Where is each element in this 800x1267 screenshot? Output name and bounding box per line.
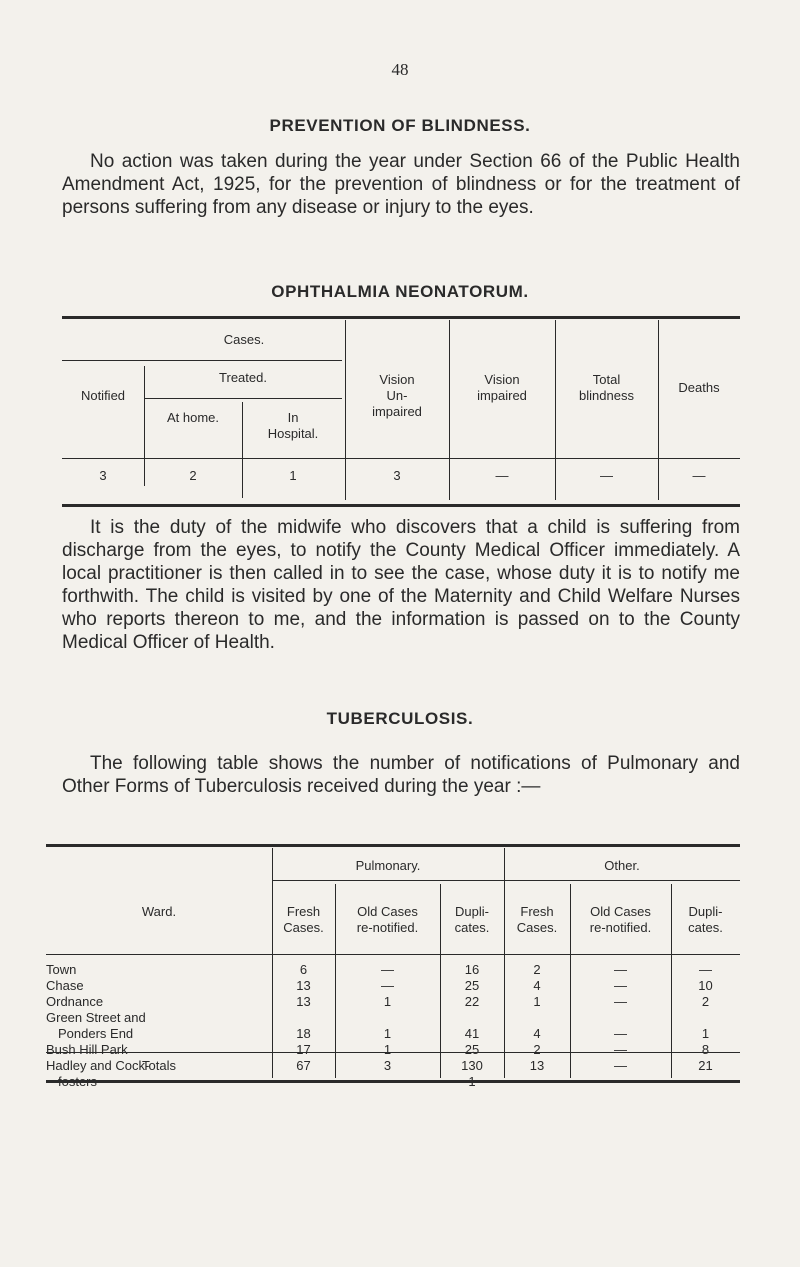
cell-notified: 3 xyxy=(99,468,107,483)
ophthalmia-heading: OPHTHALMIA NEONATORUM. xyxy=(271,282,529,301)
tb-cell: 2 xyxy=(533,962,541,977)
tb-header-other-old-l1: Old Cases xyxy=(590,904,651,919)
tb-group-rule xyxy=(272,880,740,881)
tb-total-cell: — xyxy=(614,1058,627,1073)
tb-total-cell: 13 xyxy=(529,1058,545,1073)
tb-header-dup-l2: cates. xyxy=(454,920,490,935)
header-treated: Treated. xyxy=(219,370,267,385)
tb-ward-label: Chase xyxy=(46,978,84,993)
cell-unimpaired: 3 xyxy=(393,468,401,483)
tb-header-other-fresh-l2: Cases. xyxy=(516,920,558,935)
tb-header-dup xyxy=(440,904,504,936)
tb-cell: — xyxy=(530,1074,544,1089)
tb-cell: 1 xyxy=(383,1042,392,1057)
table-bottom-rule xyxy=(62,504,740,507)
ophthalmia-paragraph-text: It is the duty of the midwife who discovers that a child is suffering from discharge from the eyes, to notify the County Medical Officer immediately. A local practitioner is then called in to see the case, whose duty it is to notify me forthwith. The child is visited by one of the Maternity and Child Welfare Nurses who reports thereon to me, and the information is passed on to the County Medical Officer of Health. xyxy=(62,517,740,653)
tb-ward-label: Green Street and xyxy=(46,1010,146,1025)
tb-header-ward: Ward. xyxy=(141,904,177,919)
header-vision-unimpaired xyxy=(345,372,449,420)
header-notified: Notified xyxy=(80,388,126,403)
tb-cell: 4 xyxy=(533,978,541,993)
tuberculosis-paragraph xyxy=(62,752,740,798)
header-total-blindness xyxy=(555,372,658,404)
header-impaired-line2: impaired xyxy=(477,388,527,403)
header-unimpaired-line2: Un- xyxy=(386,388,408,403)
cell-in-hospital: 1 xyxy=(289,468,297,483)
header-unimpaired-line3: impaired xyxy=(372,404,422,419)
tb-header-dup-l1: Dupli- xyxy=(455,904,489,919)
tb-cell: 4 xyxy=(533,1026,541,1041)
tb-cell: 2 xyxy=(701,994,710,1009)
header-in-hospital xyxy=(242,410,344,442)
ophthalmia-table xyxy=(62,316,740,508)
tb-cell: 25 xyxy=(464,1042,480,1057)
tb-cell: 1 xyxy=(383,1026,392,1041)
tb-header-other: Other. xyxy=(604,858,640,873)
tuberculosis-paragraph-text: The following table shows the number of notifications of Pulmonary and Other Forms of Tuberculosis received during the year :— xyxy=(62,753,740,797)
header-blindness-line1: Total xyxy=(592,372,621,387)
header-deaths: Deaths xyxy=(678,380,720,395)
tb-total-cell: 3 xyxy=(383,1058,392,1073)
tb-total-cell: 67 xyxy=(296,1058,311,1073)
blindness-paragraph-text: No action was taken during the year under Section 66 of the Public Health Amendment Act, 1925, for the prevention of blindness or for the treatment of persons suffering from any disease or injury to the eyes. xyxy=(62,151,740,218)
tb-cell: — xyxy=(614,1074,627,1089)
tb-header-fresh-l1: Fresh xyxy=(286,904,321,919)
tb-cell: 22 xyxy=(464,994,480,1009)
blindness-heading: PREVENTION OF BLINDNESS. xyxy=(269,116,531,135)
tb-cell: — xyxy=(381,1074,394,1089)
tb-cell: — xyxy=(614,994,627,1009)
tb-cell: 8 xyxy=(701,1042,710,1057)
tb-header-rule xyxy=(46,954,740,955)
tb-header-fresh-l2: Cases. xyxy=(283,920,324,935)
treated-rule xyxy=(144,398,342,399)
header-cases: Cases. xyxy=(223,332,265,347)
tb-header-other-old xyxy=(570,904,671,936)
tb-cell: 25 xyxy=(464,978,480,993)
tb-cell: 17 xyxy=(296,1042,311,1057)
tb-cell: — xyxy=(699,962,712,977)
tb-cell: — xyxy=(614,1026,627,1041)
page-number: 48 xyxy=(391,60,409,79)
tuberculosis-table xyxy=(46,844,740,1089)
tb-totals-label: Totals xyxy=(142,1058,176,1073)
tb-top-rule xyxy=(46,844,740,847)
tb-header-fresh xyxy=(272,904,335,936)
cell-blindness: — xyxy=(600,468,613,483)
table-top-rule xyxy=(62,316,740,319)
tb-cell: — xyxy=(297,1074,310,1089)
tb-cell: 41 xyxy=(464,1026,480,1041)
tb-cell: 1 xyxy=(533,994,541,1009)
tb-ward-label: Town xyxy=(46,962,77,977)
tb-header-old-l2: re-notified. xyxy=(356,920,419,935)
tb-header-other-dup-l1: Dupli- xyxy=(688,904,723,919)
cell-deaths: — xyxy=(692,468,706,483)
header-rule xyxy=(62,458,740,459)
header-unimpaired-line1: Vision xyxy=(379,372,415,387)
tb-cell: — xyxy=(614,978,627,993)
tb-cell: 13 xyxy=(296,978,311,993)
tb-ward-label: Ponders End xyxy=(58,1026,134,1041)
tb-total-cell: 21 xyxy=(698,1058,713,1073)
tb-cell: — xyxy=(699,1074,712,1089)
tb-cell: — xyxy=(614,1042,627,1057)
tb-ward-label: Bush Hill Park xyxy=(46,1042,128,1057)
ophthalmia-paragraph xyxy=(62,516,740,654)
tuberculosis-heading: TUBERCULOSIS. xyxy=(326,709,474,728)
header-in-hospital-line2: Hospital. xyxy=(267,426,319,441)
tb-ward-label: fosters xyxy=(58,1074,98,1089)
cases-rule xyxy=(62,360,342,361)
blindness-paragraph xyxy=(62,150,740,219)
tb-header-other-dup xyxy=(671,904,740,936)
cell-at-home: 2 xyxy=(189,468,197,483)
header-blindness-line2: blindness xyxy=(579,388,634,403)
tb-cell: — xyxy=(381,978,394,993)
tb-cell: 1 xyxy=(383,994,392,1009)
tb-header-other-dup-l2: cates. xyxy=(688,920,723,935)
tb-header-other-fresh-l1: Fresh xyxy=(520,904,554,919)
cell-impaired: — xyxy=(495,468,509,483)
tb-cell: 6 xyxy=(299,962,308,977)
tb-total-cell: 130 xyxy=(461,1058,483,1073)
tb-ward-label: Hadley and Cock- xyxy=(46,1058,150,1073)
tb-header-other-old-l2: re-notified. xyxy=(589,920,652,935)
tb-cell: 2 xyxy=(533,1042,541,1057)
tb-cell: — xyxy=(381,962,394,977)
tb-cell: 16 xyxy=(464,962,480,977)
tb-cell: 10 xyxy=(698,978,713,993)
tb-cell: 18 xyxy=(296,1026,311,1041)
tb-header-old xyxy=(335,904,440,936)
header-vision-impaired xyxy=(449,372,555,404)
header-in-hospital-line1: In xyxy=(287,410,299,425)
tb-cell: — xyxy=(614,962,627,977)
header-at-home: At home. xyxy=(166,410,220,425)
tb-header-old-l1: Old Cases xyxy=(357,904,418,919)
tb-header-pulmonary: Pulmonary. xyxy=(355,858,421,873)
tb-header-other-fresh xyxy=(504,904,570,936)
tb-cell: 1 xyxy=(701,1026,710,1041)
tb-ward-label: Ordnance xyxy=(46,994,104,1009)
tb-cell: 13 xyxy=(296,994,311,1009)
header-impaired-line1: Vision xyxy=(484,372,520,387)
tb-cell: 1 xyxy=(468,1074,476,1089)
